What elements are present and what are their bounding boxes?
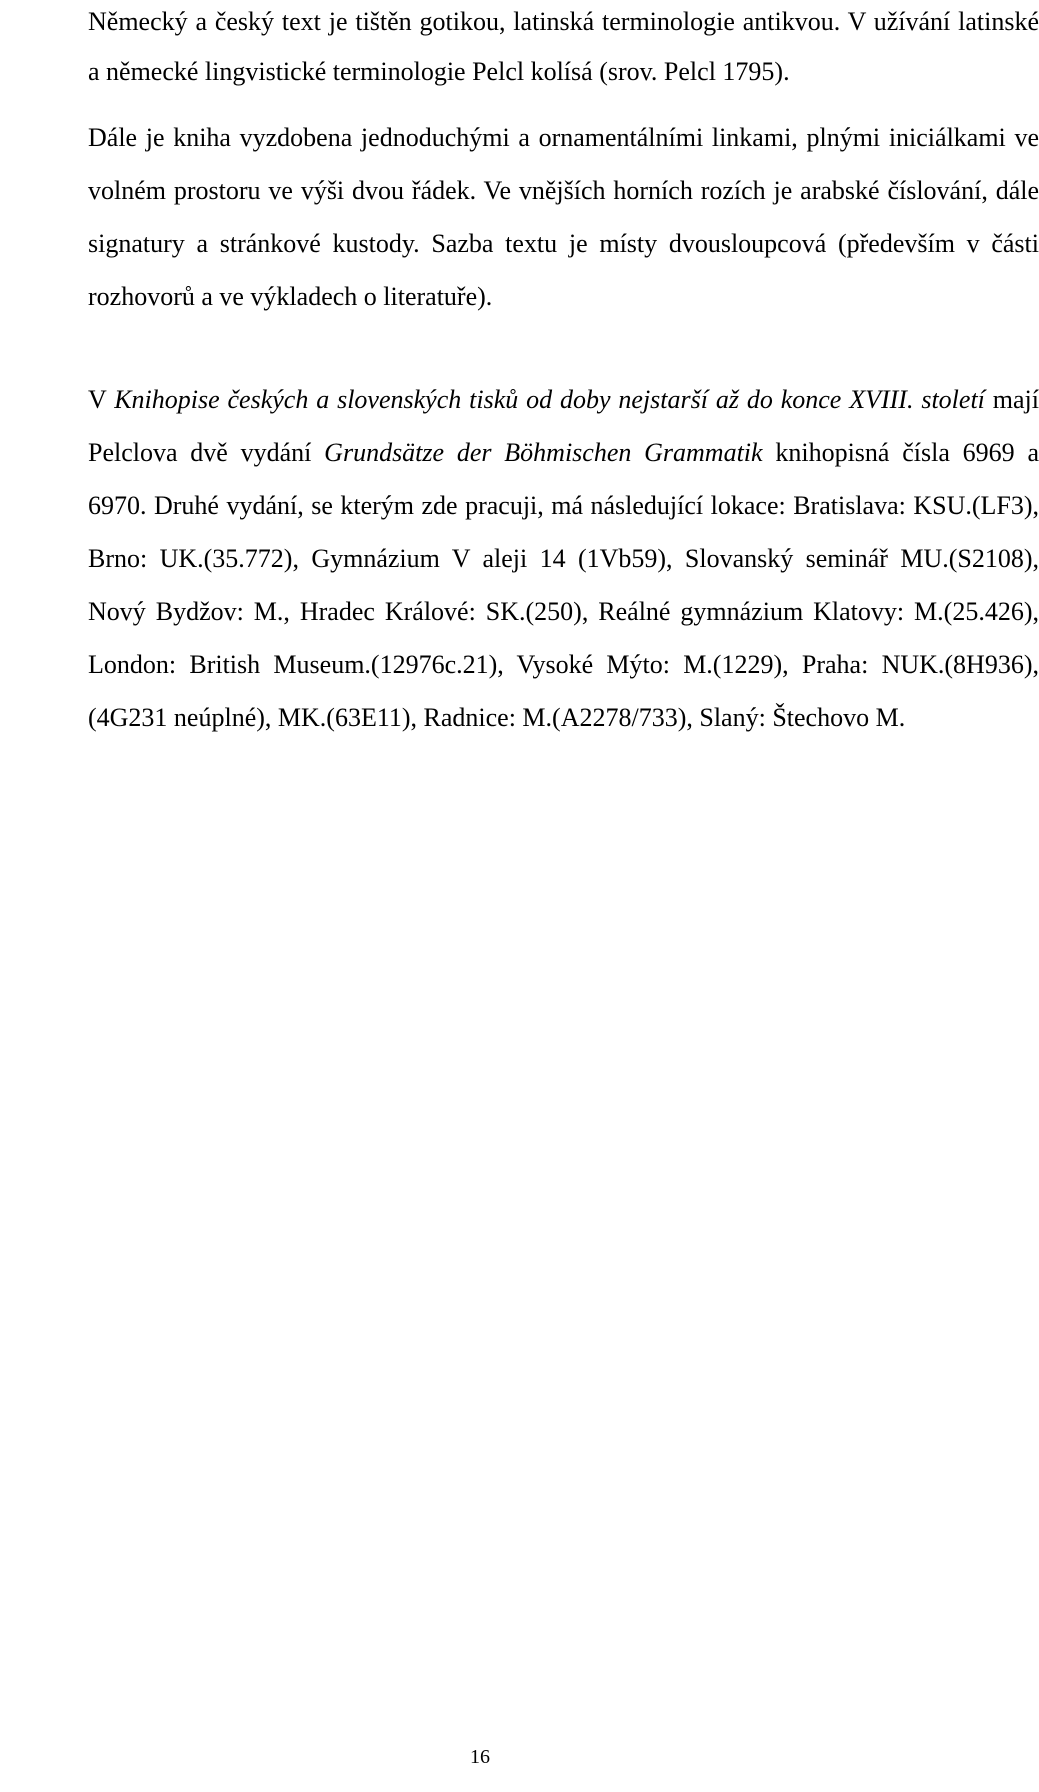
paragraph-decoration-text: Dále je kniha vyzdobena jednoduchými a ornamentálními linkami, plnými iniciálkami ve volném prostoru ve výši dvou řádek. Ve vnějších horních rozích je arabské číslování, dále signatury a stránkové kustody. Sazba textu je místy dvousloupcová (především v části rozhovorů a ve výkladech o literatuře). — [88, 123, 1039, 311]
paragraph-typeface — [4, 0, 1039, 97]
page-number: 16 — [470, 1746, 490, 1768]
grammar-title: Grundsätze der Böhmischen Grammatik — [324, 438, 763, 467]
paragraph-decoration — [4, 111, 1039, 323]
paragraph-bibliography-intro: V — [88, 385, 115, 414]
paragraph-bibliography-middle: mají Pelclova dvě vydání — [88, 385, 1039, 467]
paragraph-bibliography — [4, 373, 1039, 744]
knihopis-title: Knihopise českých a slovenských tisků od doby nejstarší až do konce XVIII. století — [114, 385, 985, 414]
paragraph-typeface-text: Německý a český text je tištěn gotikou, latinská terminologie antikvou. V užívání latinské a německé lingvistické terminologie Pelcl kolísá (srov. Pelcl 1795). — [88, 7, 1039, 86]
paragraph-bibliography-locations: knihopisná čísla 6969 a 6970. Druhé vydání, se kterým zde pracuji, má následující lokace: Bratislava: KSU.(LF3), Brno: UK.(35.772), Gymnázium V aleji 14 (1Vb59), Slovanský seminář MU.(S2108), Nový Bydžov: M., Hradec Králové: SK.(250), Reálné gymnázium Klatovy: M.(25.426), London: British Museum.(12976c.21), Vysoké Mýto: M.(1229), Praha: NUK.(8H936), (4G231 neúplné), MK.(63E11), Radnice: M.(A2278/733), Slaný: Štechovo M. — [88, 438, 1039, 732]
